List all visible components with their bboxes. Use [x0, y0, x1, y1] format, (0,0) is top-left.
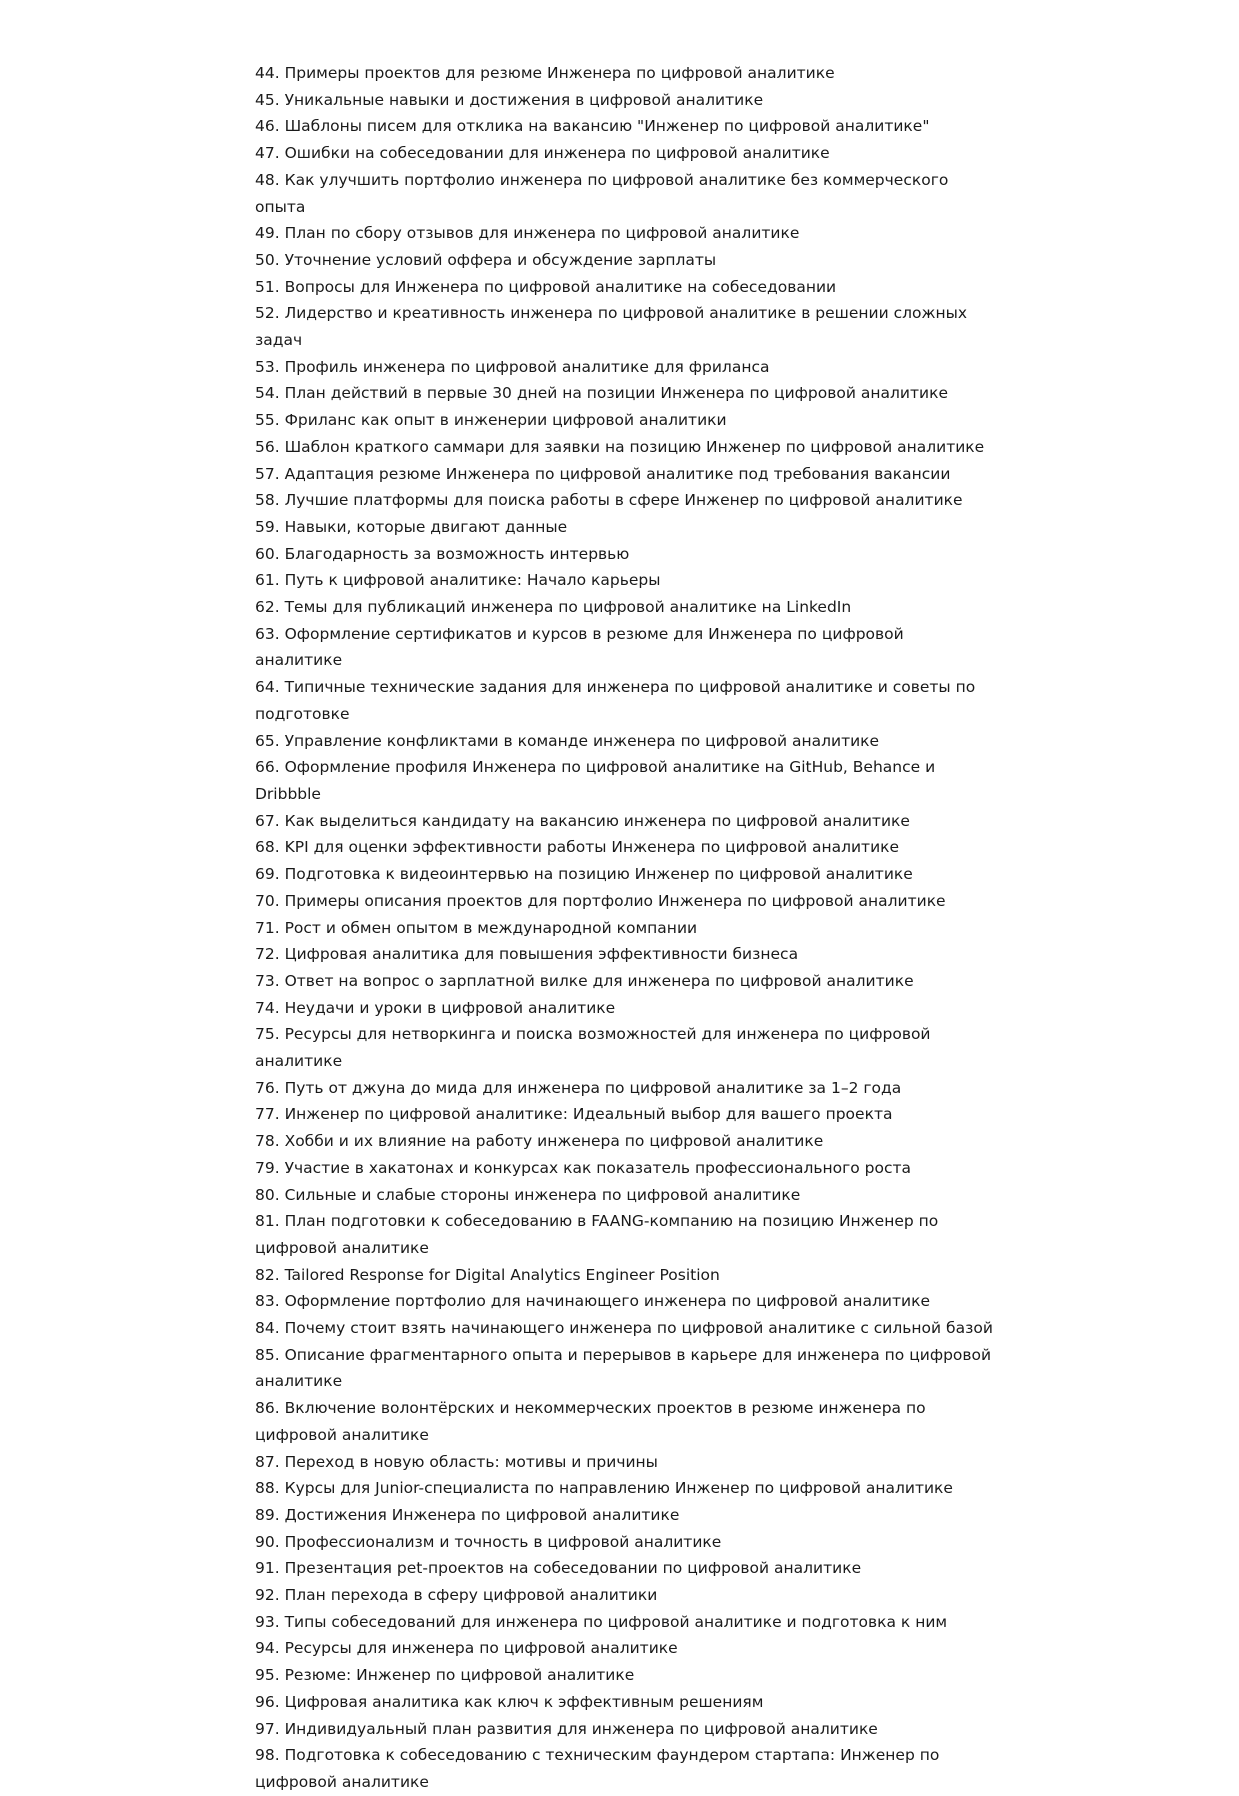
list-item: 59. Навыки, которые двигают данные	[255, 517, 568, 536]
list-item: 49. План по сбору отзывов для инженера по цифровой аналитике	[255, 224, 800, 243]
list-item: 47. Ошибки на собеседовании для инженера по цифровой аналитике	[255, 144, 830, 163]
document-page	[255, 60, 995, 1796]
list-item: 98. Подготовка к собеседованию с техническим фаундером стартапа: Инженер по цифровой аналитике	[255, 1746, 940, 1791]
list-item: 60. Благодарность за возможность интервью	[255, 544, 630, 563]
list-item: 78. Хобби и их влияние на работу инженера по цифровой аналитике	[255, 1132, 824, 1151]
list-item: 67. Как выделиться кандидату на вакансию инженера по цифровой аналитике	[255, 811, 910, 830]
list-item: 87. Переход в новую область: мотивы и причины	[255, 1452, 658, 1471]
list-item: 50. Уточнение условий оффера и обсуждение зарплаты	[255, 250, 717, 269]
list-item: 44. Примеры проектов для резюме Инженера по цифровой аналитике	[255, 64, 835, 82]
list-item: 45. Уникальные навыки и достижения в цифровой аналитике	[255, 90, 764, 109]
list-item: 81. План подготовки к собеседованию в FAANG-компанию на позицию Инженер по цифровой аналитике	[255, 1212, 939, 1257]
list-item: 95. Резюме: Инженер по цифровой аналитике	[255, 1666, 635, 1685]
list-item: 61. Путь к цифровой аналитике: Начало карьеры	[255, 571, 661, 590]
list-item: 72. Цифровая аналитика для повышения эффективности бизнеса	[255, 945, 799, 964]
list-item: 52. Лидерство и креативность инженера по цифровой аналитике в решении сложных задач	[255, 304, 968, 350]
list-item: 54. План действий в первые 30 дней на позиции Инженера по цифровой аналитике	[255, 384, 948, 403]
list-item: 48. Как улучшить портфолио инженера по цифровой аналитике без коммерческого опыта	[255, 170, 949, 216]
list-item: 51. Вопросы для Инженера по цифровой аналитике на собеседовании	[255, 277, 837, 296]
list-item: 90. Профессионализм и точность в цифровой аналитике	[255, 1532, 722, 1551]
list-item: 65. Управление конфликтами в команде инженера по цифровой аналитике	[255, 731, 880, 750]
list-item: 69. Подготовка к видеоинтервью на позицию Инженер по цифровой аналитике	[255, 865, 913, 884]
list-item: 62. Темы для публикаций инженера по цифровой аналитике на LinkedIn	[255, 598, 852, 617]
list-item: 57. Адаптация резюме Инженера по цифровой аналитике под требования вакансии	[255, 464, 951, 483]
list-item: 70. Примеры описания проектов для портфолио Инженера по цифровой аналитике	[255, 891, 946, 910]
list-item: 76. Путь от джуна до мида для инженера по цифровой аналитике за 1–2 года	[255, 1078, 902, 1097]
list-item: 74. Неудачи и уроки в цифровой аналитике	[255, 998, 616, 1017]
list-item: 94. Ресурсы для инженера по цифровой аналитике	[255, 1639, 678, 1658]
list-item: 68. KPI для оценки эффективности работы Инженера по цифровой аналитике	[255, 838, 900, 857]
list-item: 93. Типы собеседований для инженера по цифровой аналитике и подготовка к ним	[255, 1612, 948, 1631]
list-item: 53. Профиль инженера по цифровой аналитике для фриланса	[255, 357, 770, 376]
list-item: 79. Участие в хакатонах и конкурсах как показатель профессионального роста	[255, 1158, 912, 1177]
list-item: 56. Шаблон краткого саммари для заявки на позицию Инженер по цифровой аналитике	[255, 437, 985, 456]
list-item: 73. Ответ на вопрос о зарплатной вилке для инженера по цифровой аналитике	[255, 971, 914, 990]
list-item: 80. Сильные и слабые стороны инженера по цифровой аналитике	[255, 1185, 801, 1204]
list-item: 84. Почему стоит взять начинающего инженера по цифровой аналитике с сильной базой	[255, 1319, 993, 1338]
topic-list	[255, 60, 995, 1796]
list-item: 75. Ресурсы для нетворкинга и поиска возможностей для инженера по цифровой аналитике	[255, 1025, 931, 1071]
list-item: 58. Лучшие платформы для поиска работы в сфере Инженер по цифровой аналитике	[255, 491, 963, 510]
list-item: 77. Инженер по цифровой аналитике: Идеальный выбор для вашего проекта	[255, 1105, 893, 1124]
list-item: 85. Описание фрагментарного опыта и перерывов в карьере для инженера по цифровой аналитике	[255, 1345, 992, 1391]
list-item: 55. Фриланс как опыт в инженерии цифровой аналитики	[255, 411, 727, 430]
list-item: 46. Шаблоны писем для отклика на вакансию "Инженер по цифровой аналитике"	[255, 117, 930, 136]
list-item: 88. Курсы для Junior-специалиста по направлению Инженер по цифровой аналитике	[255, 1479, 953, 1498]
list-item: 63. Оформление сертификатов и курсов в резюме для Инженера по цифровой аналитике	[255, 624, 904, 670]
list-item: 83. Оформление портфолио для начинающего инженера по цифровой аналитике	[255, 1292, 930, 1311]
list-item: 64. Типичные технические задания для инженера по цифровой аналитике и советы по подготовке	[255, 678, 976, 723]
list-item: 66. Оформление профиля Инженера по цифровой аналитике на GitHub, Behance и Dribbble	[255, 758, 936, 803]
list-item: 86. Включение волонтёрских и некоммерческих проектов в резюме инженера по цифровой аналитике	[255, 1399, 926, 1444]
list-item: 92. План перехода в сферу цифровой аналитики	[255, 1586, 658, 1605]
list-item: 91. Презентация pet-проектов на собеседовании по цифровой аналитике	[255, 1559, 862, 1578]
list-item: 89. Достижения Инженера по цифровой аналитике	[255, 1505, 680, 1524]
list-item: 97. Индивидуальный план развития для инженера по цифровой аналитике	[255, 1719, 878, 1738]
list-item: 71. Рост и обмен опытом в международной компании	[255, 918, 698, 937]
list-item: 96. Цифровая аналитика как ключ к эффективным решениям	[255, 1692, 764, 1711]
list-item: 82. Tailored Response for Digital Analytics Engineer Position	[255, 1265, 720, 1284]
